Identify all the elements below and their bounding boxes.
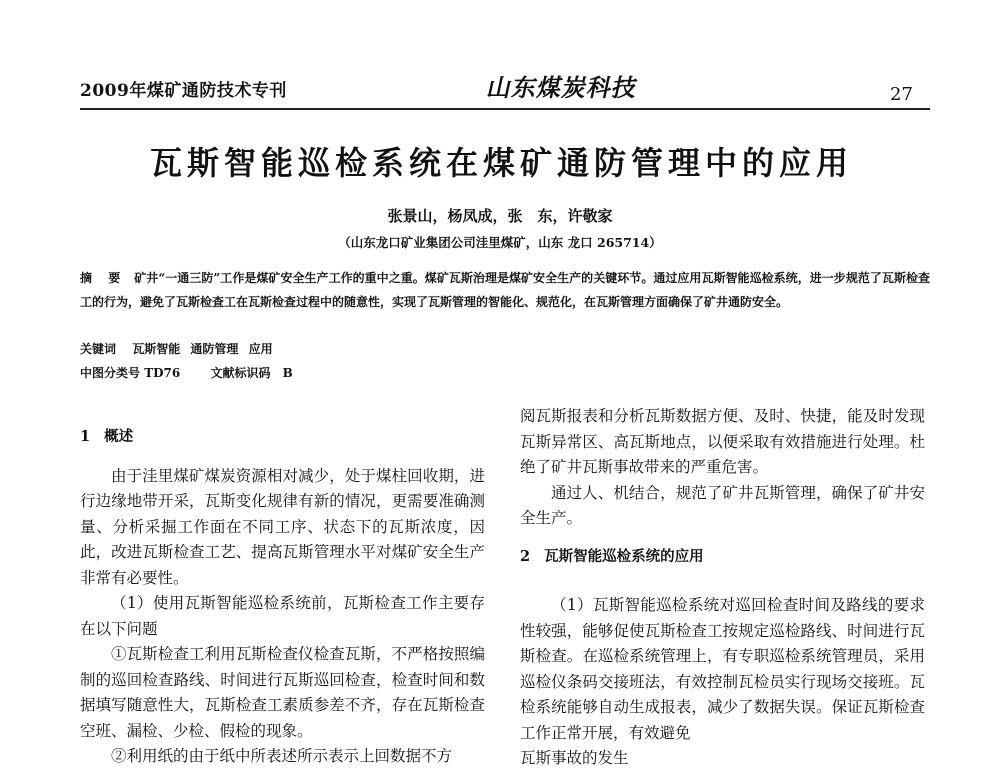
- clc-value: TD76: [144, 366, 181, 380]
- section-number: 2: [520, 547, 531, 565]
- paragraph: 阅瓦斯报表和分析瓦斯数据方便、及时、快捷，能及时发现瓦斯异常区、高瓦斯地点，以便采取有效措施进行处理。杜绝了矿井瓦斯事故带来的严重危害。: [520, 407, 925, 476]
- paragraph: 通过人、机结合，规范了矿井瓦斯管理，确保了矿井安全生产。: [520, 483, 925, 527]
- keywords-line: [80, 340, 279, 357]
- abstract-text: 矿井“一通三防”工作是煤矿安全生产工作的重中之重。煤矿瓦斯治理是煤矿安全生产的关键环节。通过应用瓦斯智能巡检系统，进一步规范了瓦斯检查工的行为，避免了瓦斯检查工在瓦斯检查过程中的随意性，实现了瓦斯管理的智能化、规范化，在瓦斯管理方面确保了矿井通防安全。: [80, 271, 930, 309]
- paragraph: ①瓦斯检查工利用瓦斯检查仪检查瓦斯，不严格按照编制的巡回检查路线、时间进行瓦斯巡回检查，检查时间和数据填写随意性大，瓦斯检查工素质参差不齐，存在瓦斯检查空班、漏检、少检、假检的现象。: [80, 645, 485, 740]
- section-heading: [520, 544, 925, 570]
- page-number: 27: [890, 84, 913, 105]
- article-title: 瓦斯智能巡检系统在煤矿通防管理中的应用: [150, 144, 854, 182]
- keyword: 通防管理: [190, 342, 239, 356]
- section-title: 瓦斯智能巡检系统的应用: [544, 547, 704, 565]
- keyword: 应用: [248, 342, 273, 356]
- left-column: [80, 424, 485, 770]
- header-issue: 2009年煤矿通防技术专刊: [80, 81, 287, 101]
- paragraph: （1）使用瓦斯智能巡检系统前，瓦斯检查工作主要存在以下问题: [80, 594, 485, 638]
- paragraph: 瓦斯事故的发生: [520, 749, 629, 767]
- doc-code-value: B: [282, 366, 293, 380]
- authors: 张景山，杨凤成，张 东，许敬家: [387, 207, 613, 225]
- paragraph: ②利用纸的由于纸中所表述所示表示上回数据不方: [111, 747, 453, 765]
- keyword: 瓦斯智能: [132, 342, 181, 356]
- keywords-label: 关键词: [80, 342, 117, 356]
- abstract: [80, 266, 930, 314]
- clc-label: 中图分类号: [80, 366, 141, 380]
- doc-code-label: 文献标识码: [210, 366, 271, 380]
- header-journal-name: 山东煤炭科技: [484, 73, 641, 102]
- paragraph: 由于洼里煤矿煤炭资源相对减少，处于煤柱回收期，进行边缘地带开采，瓦斯变化规律有新的情况，更需要准确测量、分析采掘工作面在不同工序、状态下的瓦斯浓度，因此，改进瓦斯检查工艺、提高瓦斯管理水平对煤矿安全生产非常有必要性。: [80, 466, 485, 587]
- section-heading: [80, 424, 485, 450]
- abstract-label: 摘 要: [80, 271, 127, 285]
- section-title: 概述: [104, 428, 134, 445]
- paragraph: （1）瓦斯智能巡检系统对巡回检查时间及路线的要求性较强，能够促使瓦斯检查工按规定巡检路线、时间进行瓦斯检查。在巡检系统管理上，有专职巡检系统管理员，采用巡检仪条码交接班法，有效控制瓦检员实行现场交接班。瓦检系统能够自动生成报表，减少了数据失误。保证瓦斯检查工作正常开展，有效避免: [520, 596, 925, 742]
- classification-line: [80, 364, 293, 381]
- header-rule: [80, 108, 930, 110]
- affiliation: （山东龙口矿业集团公司洼里煤矿，山东 龙口 265714）: [338, 235, 662, 250]
- right-column: [520, 404, 925, 772]
- section-number: 1: [80, 428, 91, 445]
